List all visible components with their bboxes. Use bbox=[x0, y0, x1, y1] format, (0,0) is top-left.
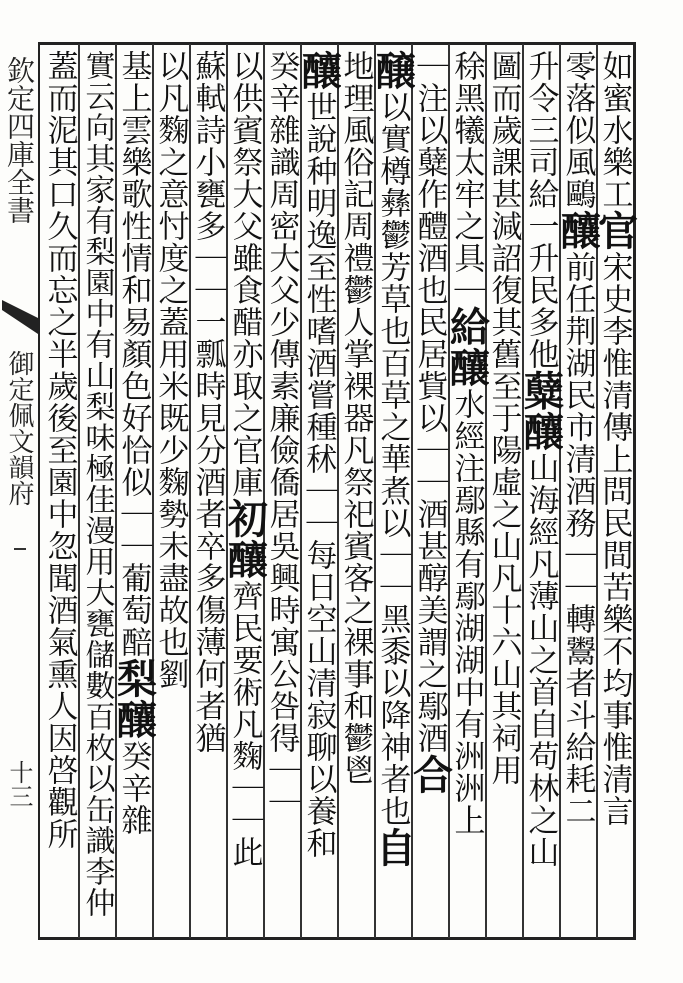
body-text: 宋史李惟清傳上問民間苦樂不均事惟清言 bbox=[596, 251, 633, 827]
body-text: 前任荆湖民市清酒務｜｜轉鬻者斗給耗二 bbox=[559, 251, 596, 827]
body-text: ｜注以糵作醴酒也 bbox=[411, 50, 448, 306]
body-text: 升令三司給一升民多他 bbox=[522, 50, 559, 370]
body-text: 酒者卒多傷薄何者猶 bbox=[189, 466, 226, 754]
body-text: 基上雲樂歌性情和易顏色好恰似｜｜葡萄醅 bbox=[115, 50, 152, 658]
body-text: 稌黑犧太牢之具｜ bbox=[448, 50, 485, 306]
body-text: 世說种明逸至性嗜酒嘗種秫｜｜每日空山清寂聊以養和 bbox=[300, 91, 337, 859]
heading-word: 給 bbox=[443, 306, 491, 347]
heading-word: 初 bbox=[221, 498, 269, 539]
body-text: 圖而歲課甚減詔復其舊 bbox=[485, 50, 522, 370]
fishtail-mark-icon bbox=[0, 296, 40, 336]
heading-word: 釀 bbox=[517, 411, 565, 452]
body-text: 蘇軾詩小甕多｜｜一瓢時見分 bbox=[189, 50, 226, 466]
folio-number: 十三 bbox=[5, 760, 33, 808]
heading-word: 釀 bbox=[443, 347, 491, 388]
body-text: 山海經凡薄山之首自苟林之山 bbox=[522, 452, 559, 868]
body-text: 蓋而泥其口久而忘之半歲後至園中忽聞酒氣熏人因啓觀所 bbox=[41, 50, 78, 850]
heading-word: 梨 bbox=[110, 658, 158, 699]
heading-word: 合 bbox=[406, 754, 454, 795]
body-text: 實云向其家有梨園中有山梨味極佳漫用大甕儲數百枚以缶 bbox=[79, 50, 115, 825]
heading-word: 釀 bbox=[295, 50, 343, 91]
heading-word: 糵 bbox=[517, 370, 565, 411]
body-text: 癸辛雜識周密大父少傳素廉儉僑居吳興時寓公咎得｜｜ bbox=[263, 50, 300, 818]
body-text: 以實樽彝鬱芳草也百草之華煮以｜｜黑黍以降神者也 bbox=[374, 91, 411, 827]
body-text: 水經注鄢縣有鄢湖湖中有洲洲上 bbox=[448, 388, 485, 836]
body-text: 至于陽虛之山凡十六山其祠用 bbox=[485, 370, 522, 786]
heading-word: 釀 bbox=[221, 539, 269, 580]
body-text: 民居貲以｜｜酒甚醇美謂之鄢酒 bbox=[411, 306, 448, 754]
body-text: 如蜜水樂工 bbox=[596, 50, 633, 210]
body-text: 齊民要術凡麴｜｜此 bbox=[226, 580, 263, 868]
heading-word: 醸 bbox=[369, 50, 417, 91]
text-column bbox=[37, 50, 83, 850]
body-text: 癸辛雜 bbox=[115, 740, 152, 836]
body-text: 以凡麴之意忖度之蓋用米既少麴勢未盡故也劉 bbox=[152, 50, 189, 690]
heading-word: 官 bbox=[591, 210, 639, 251]
margin-divider bbox=[14, 548, 26, 550]
heading-word: 釀 bbox=[110, 699, 158, 740]
body-text: 零落似風鷗 bbox=[559, 50, 596, 210]
body-text: 識李仲 bbox=[79, 825, 115, 918]
heading-word: 自 bbox=[369, 827, 417, 868]
series-title: 欽定四庫全書 bbox=[3, 56, 36, 224]
heading-word: 釀 bbox=[554, 210, 602, 251]
book-title: 御定佩文韻府 bbox=[4, 350, 34, 506]
body-text: 地理風俗記周禮鬱人掌裸器凡祭祀賓客之裸事和鬱鬯 bbox=[337, 50, 374, 786]
body-text: 以供賓祭大父雖食醋亦取之官庫 bbox=[226, 50, 263, 498]
